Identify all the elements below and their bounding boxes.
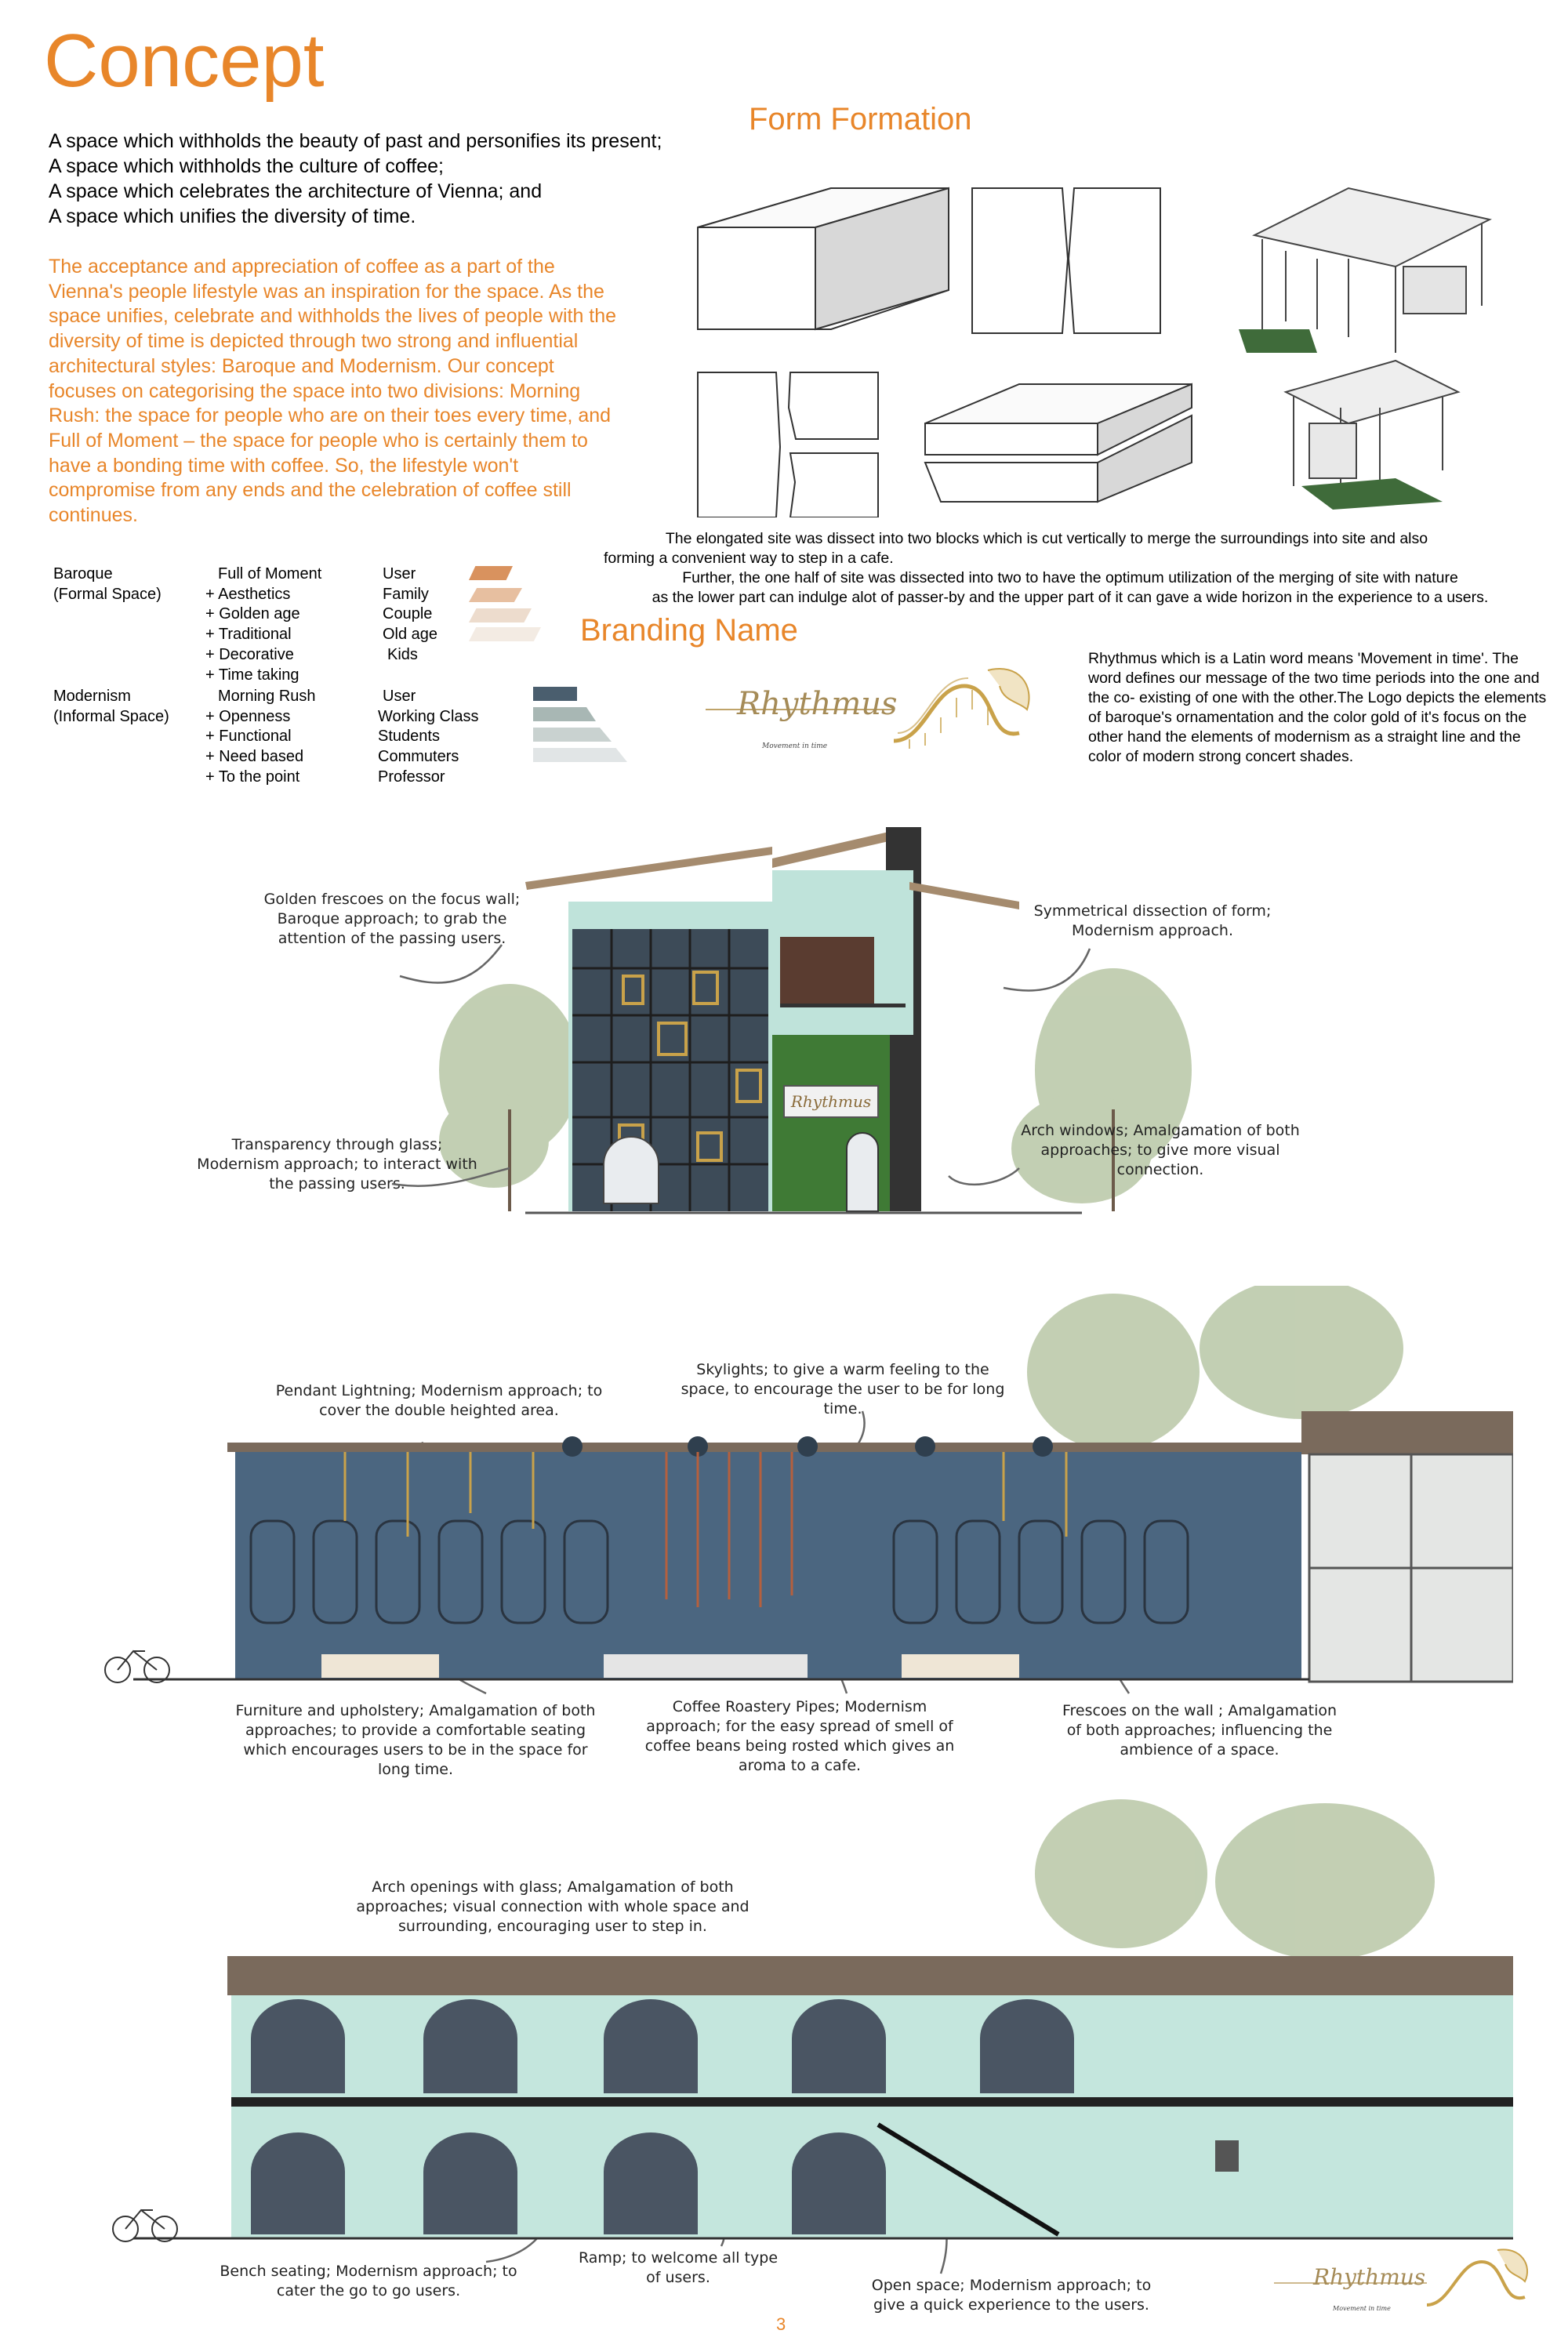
note-symmetrical-dissection: Symmetrical dissection of form; Modernism approach. [1033,902,1272,939]
note-golden-frescoes: Golden frescoes on the focus wall; Baroque approach; to grab the attention of the passing users. [263,891,521,947]
arch-window [847,1133,878,1211]
footer-logo [1270,2242,1537,2321]
swatch [469,566,513,580]
roof [227,1956,1513,1995]
baroque-users: User Family Couple Old age Kids [383,565,438,663]
annex-roof [1301,1411,1513,1454]
section-1-drawing [102,1286,1513,1693]
massing-perspective-bottom [1286,361,1458,510]
trees [1035,1799,1435,1960]
signboard-text: Rhythmus [790,1092,872,1111]
massing-four-part-plan [698,372,878,517]
modernism-color-swatches [525,687,635,765]
note-skylights: Skylights; to give a warm feeling to the space, to encourage the user to be for long time. [681,1361,1005,1417]
branding-description: Rhythmus which is a Latin word means 'Movement in time'. The word defines our message of the two time periods into the one and the co- existing of one with the other.The Logo depicts the elements of baroque's ornamentation and the color gold of it's focus on the other hand the elements of modernism as a straight line and the color of modern strong concert shades. [1088,650,1547,765]
form-formation-diagrams [690,172,1552,517]
massing-stacked-blocks [925,384,1192,502]
note-transparency: Transparency through glass; Modernism approach; to interact with the passing users. [197,1136,477,1192]
swatch [469,608,532,622]
note-furniture: Furniture and upholstery; Amalgamation of both approaches; to provide a comfortable seating which encourages users to be in the space for long time. [235,1702,596,1778]
arch-door [604,1137,659,1203]
modernism-style: Modernism (Informal Space) [53,688,169,725]
massing-split-plan [972,188,1160,333]
intro-line: A space which withholds the beauty of past and personifies its present; [49,130,662,152]
note-pendant-lighting: Pendant Lightning; Modernism approach; to cover the double heighted area. [275,1382,603,1419]
pergola [780,937,874,1004]
page-title: Concept [44,19,325,103]
massing-single-block [698,188,949,329]
form-formation-description: The elongated site was dissect into two blocks which is cut vertically to merge the surroundings into site and also forming a convenient way to step in a cafe. Further, the one half of site was dissected into two to have the optimum utilization of the merging of site with nature as the lower part can indulge alot of passer-by and the upper part of it can gave a wide horizon in the experience to a users. [604,530,1489,606]
note-wall-frescoes: Frescoes on the wall ; Amalgamation of both approaches; influencing the ambience of a space. [1062,1702,1338,1759]
swatch [469,627,541,641]
note-open-space: Open space; Modernism approach; to give a quick experience to the users. [871,2277,1152,2314]
bicycle-icon [113,2210,177,2241]
balcony-rail [780,1004,906,1007]
vent [1215,2140,1239,2172]
swatch [533,707,596,721]
note-ramp: Ramp; to welcome all type of users. [578,2249,779,2286]
concept-paragraph: The acceptance and appreciation of coffee as a part of the Vienna's people lifestyle was an inspiration for the space. As the space unifies, celebrate and withholds the lives of people with the diversity of time is depicted through two strong and influential architectural styles: Baroque and Modernism. Our concept focuses on categorising the space into two divisions: Morning Rush: the space for people who are on their toes every time, and Full of Moment – the space for people who is certainly them to have a bonding time with coffee. So, the lifestyle won't compromise from any ends and the celebration of coffee still continues. [49,256,617,527]
note-arch-openings: Arch openings with glass; Amalgamation of both approaches; visual connection with whole space and surrounding, encouraging user to step in. [356,1878,750,1935]
baroque-color-swatches [463,566,557,644]
intro-line: A space which withholds the culture of coffee; [49,155,445,177]
swatch [533,728,612,742]
branding-heading: Branding Name [580,613,798,648]
intro-line: A space which celebrates the architecture of Vienna; and [49,180,543,202]
massing-perspective-top [1239,188,1490,353]
note-bench-seating: Bench seating; Modernism approach; to cater the go to go users. [220,2263,517,2299]
brand-logo [690,655,1043,772]
swatch [469,588,522,602]
logo-tagline: Movement in time [762,742,828,750]
page-number: 3 [776,2314,786,2334]
note-arch-windows: Arch windows; Amalgamation of both approaches; to give more visual connection. [1021,1122,1300,1178]
floor-slab [231,2097,1513,2107]
footer-logo-tagline: Movement in time [1333,2305,1391,2312]
roof-band [227,1443,1301,1452]
form-formation-heading: Form Formation [749,102,972,136]
intro-statements [49,129,739,229]
baroque-features: Full of Moment + Aesthetics + Golden age + Traditional + Decorative + Time taking [205,565,322,684]
roof-right [909,882,1019,909]
swatch [533,748,627,762]
logo-wordmark: Rhythmus [737,686,898,722]
counter [604,1654,808,1678]
swatch [533,687,577,701]
roof-left [525,847,772,890]
note-roastery-pipes: Coffee Roastery Pipes; Modernism approach; for the easy spread of smell of coffee beans being rosted which gives an aroma to a cafe. [644,1698,955,1774]
modernism-features: Morning Rush + Openness + Functional + Need based + To the point [205,688,316,786]
front-elevation-drawing [408,811,1192,1250]
modernism-users: User Working Class Students Commuters Professor [378,688,479,786]
blue-hall [235,1452,1301,1679]
intro-line: A space which unifies the diversity of time. [49,205,416,227]
baroque-style: Baroque (Formal Space) [53,565,162,603]
section-2-drawing [102,1795,1513,2258]
bicycle-icon [105,1651,169,1682]
footer-logo-wordmark: Rhythmus [1313,2264,1426,2290]
